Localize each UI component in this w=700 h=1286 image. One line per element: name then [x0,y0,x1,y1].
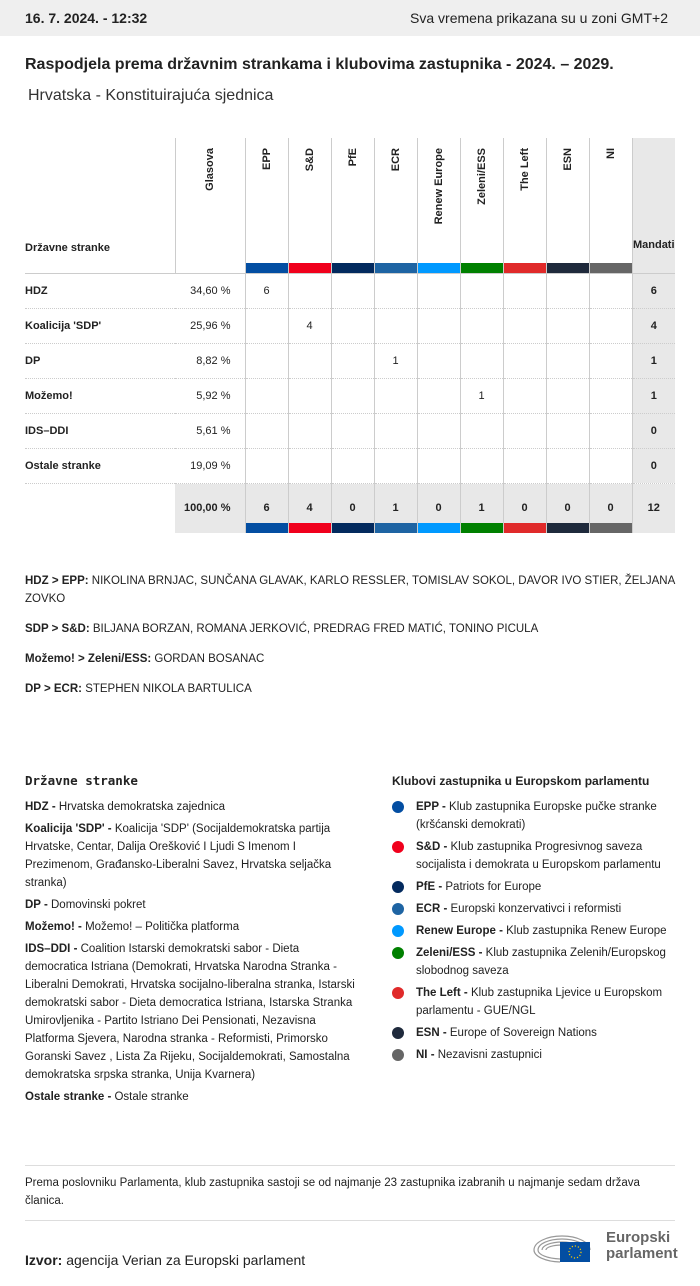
seat-cell [546,343,589,378]
color-dot-icon [392,841,404,853]
seat-cell [546,273,589,308]
header-group-0: EPP [245,138,288,273]
seat-cell [288,273,331,308]
date-time: 16. 7. 2024. - 12:32 [25,10,148,26]
rules-note: Prema poslovniku Parlamenta, klub zastupnika sastoji se od najmanje 23 zastupnika izabranih u najmanje sedam država članica. [25,1165,675,1221]
legend-national-parties [25,772,355,1110]
seat-cell [503,308,546,343]
party-name: IDS–DDI [25,413,175,448]
party-name: Ostale stranke [25,448,175,483]
total-label [25,483,175,533]
color-dot-icon [392,1049,404,1061]
seat-cell [374,448,417,483]
seat-cell [288,343,331,378]
ep-logo: Europski parlament [530,1228,678,1264]
party-name: Možemo! [25,378,175,413]
seat-cell [417,448,460,483]
group-color-bar [504,263,546,273]
group-color-bar [332,523,374,533]
member-list [25,572,675,710]
source: Izvor: agencija Verian za Europski parlament [25,1252,306,1268]
member-entry: DP > ECR: STEPHEN NIKOLA BARTULICA [25,683,252,695]
legend-group-item: EPP - Klub zastupnika Europske pučke stranke (kršćanski demokrati) [392,798,682,834]
group-color-bar [418,523,460,533]
seat-cell [417,343,460,378]
header-party: Državne stranke [25,138,175,273]
seat-cell: 1 [374,343,417,378]
seat-cell [589,413,632,448]
total-seat-cell: 0 [546,483,589,533]
table-row [25,413,675,448]
seat-cell [589,448,632,483]
member-entry: HDZ > EPP: NIKOLINA BRNJAC, SUNČANA GLAVAK, KARLO RESSLER, TOMISLAV SOKOL, DAVOR IVO STIER, ŽELJANA ZOVKO [25,575,675,605]
header-group-6: The Left [503,138,546,273]
legend-political-groups [392,772,682,1068]
party-name: HDZ [25,273,175,308]
seat-cell [374,378,417,413]
seat-total: 4 [632,308,675,343]
total-seat-cell: 1 [460,483,503,533]
color-dot-icon [392,987,404,999]
seat-cell [245,448,288,483]
seat-cell [331,378,374,413]
legend-group-item: The Left - Klub zastupnika Ljevice u Europskom parlamentu - GUE/NGL [392,984,682,1020]
vote-share: 5,61 % [175,413,245,448]
seat-cell [417,378,460,413]
party-name: Koalicija 'SDP' [25,308,175,343]
group-color-bar [375,263,417,273]
seat-cell [331,343,374,378]
group-color-bar [504,523,546,533]
legend-party-item: Možemo! - Možemo! – Politička platforma [25,921,240,933]
total-seat-cell: 0 [331,483,374,533]
member-entry: Možemo! > Zeleni/ESS: GORDAN BOSANAC [25,653,265,665]
group-color-bar [332,263,374,273]
legend-party-item: IDS–DDI - Coalition Istarski demokratski sabor - Dieta democratica Istriana (Demokrati, Hrvatska Narodna Stranka - Liberalni Demokrati, Hrvatska socijalno-liberalna stranka, Istarski demokratski sabor - Dieta democratica Istriana, Istarska Stranka Umirovljenika - Partito Istriano Dei Pensionati, Nezavisna Platforma Sjevera, Narodna stranka - Reformisti, Primorsko Goranski Savez , Lista Za Rijeku, Socijaldemokrati, Samostalna demokratska srpska stranka, Unija Kvarnera) [25,943,355,1081]
color-dot-icon [392,881,404,893]
seat-cell: 4 [288,308,331,343]
seat-cell: 6 [245,273,288,308]
header-group-1: S&D [288,138,331,273]
header-group-8: NI [589,138,632,273]
legend-party-item: DP - Domovinski pokret [25,899,146,911]
seat-cell [288,378,331,413]
group-color-bar [375,523,417,533]
legend-party-item: HDZ - Hrvatska demokratska zajednica [25,801,226,813]
header-seats: Mandati [632,138,675,273]
group-color-bar [547,523,589,533]
seat-total: 1 [632,378,675,413]
group-color-bar [289,523,331,533]
group-color-bar [547,263,589,273]
group-color-bar [590,263,632,273]
legend-group-item: Zeleni/ESS - Klub zastupnika Zelenih/Europskog slobodnog saveza [392,944,682,980]
total-seat-cell: 4 [288,483,331,533]
seat-cell [245,378,288,413]
member-entry: SDP > S&D: BILJANA BORZAN, ROMANA JERKOVIĆ, PREDRAG FRED MATIĆ, TONINO PICULA [25,623,539,635]
seat-total: 0 [632,413,675,448]
top-bar [0,0,700,36]
vote-share: 8,82 % [175,343,245,378]
seat-cell [245,413,288,448]
color-dot-icon [392,925,404,937]
vote-share: 19,09 % [175,448,245,483]
seat-cell [546,308,589,343]
total-seat-cell: 6 [245,483,288,533]
seat-cell [374,308,417,343]
seat-cell [331,273,374,308]
vote-share: 34,60 % [175,273,245,308]
header-votes: Glasova [175,138,245,273]
legend-group-item: PfE - Patriots for Europe [392,878,682,896]
page-subtitle: Hrvatska - Konstituirajuća sjednica [28,87,274,104]
party-name: DP [25,343,175,378]
seat-cell [460,308,503,343]
seat-cell [331,308,374,343]
table-row [25,448,675,483]
total-row [25,483,675,533]
hemicycle-eu-flag-icon [530,1228,594,1264]
seat-cell [460,273,503,308]
seat-cell [589,308,632,343]
table-row [25,343,675,378]
legend-party-item: Koalicija 'SDP' - Koalicija 'SDP' (Socijaldemokratska partija Hrvatske, Centar, Dalija Orešković I Ljudi S Imenom I Prezimenom, Građansko-Liberalni Savez, Hrvatska seljačka stranka) [25,823,332,889]
seat-cell [503,343,546,378]
table-row [25,378,675,413]
seat-cell [374,273,417,308]
vote-share: 5,92 % [175,378,245,413]
legend-party-item: Ostale stranke - Ostale stranke [25,1091,189,1103]
seat-cell [546,413,589,448]
vote-share: 25,96 % [175,308,245,343]
seat-cell [460,448,503,483]
header-group-4: Renew Europe [417,138,460,273]
header-group-3: ECR [374,138,417,273]
color-dot-icon [392,947,404,959]
legend-group-item: NI - Nezavisni zastupnici [392,1046,682,1064]
seat-total: 6 [632,273,675,308]
total-votes: 100,00 % [175,483,245,533]
seat-total: 1 [632,343,675,378]
seat-cell [245,308,288,343]
seat-cell [288,448,331,483]
seat-cell [546,378,589,413]
legend-groups-title: Klubovi zastupnika u Europskom parlamentu [392,774,650,788]
seat-cell [331,413,374,448]
group-color-bar [461,523,503,533]
group-color-bar [289,263,331,273]
header-group-2: PfE [331,138,374,273]
group-color-bar [246,523,288,533]
table-row [25,308,675,343]
seat-cell [288,413,331,448]
group-color-bar [246,263,288,273]
color-dot-icon [392,1027,404,1039]
seat-cell [331,448,374,483]
color-dot-icon [392,903,404,915]
seat-cell [503,273,546,308]
group-color-bar [418,263,460,273]
header-group-7: ESN [546,138,589,273]
seat-cell [245,343,288,378]
total-seats: 12 [632,483,675,533]
color-dot-icon [392,801,404,813]
group-color-bar [590,523,632,533]
seat-cell [589,343,632,378]
seat-cell [503,378,546,413]
total-seat-cell: 0 [503,483,546,533]
seat-cell [374,413,417,448]
timezone-note: Sva vremena prikazana su u zoni GMT+2 [410,10,668,26]
seat-cell [417,273,460,308]
table-row [25,273,675,308]
legend-group-item: Renew Europe - Klub zastupnika Renew Europe [392,922,682,940]
seat-cell [503,448,546,483]
seat-cell [546,448,589,483]
seat-cell [417,308,460,343]
seat-distribution-table [25,138,675,533]
legend-group-item: S&D - Klub zastupnika Progresivnog saveza socijalista i demokrata u Europskom parlamentu [392,838,682,874]
seat-cell [503,413,546,448]
seat-cell [589,378,632,413]
total-seat-cell: 0 [589,483,632,533]
legend-parties-title: Državne stranke [25,773,138,788]
seat-total: 0 [632,448,675,483]
seat-cell [460,343,503,378]
seat-cell: 1 [460,378,503,413]
seat-cell [417,413,460,448]
group-color-bar [461,263,503,273]
seat-cell [589,273,632,308]
legend-group-item: ESN - Europe of Sovereign Nations [392,1024,682,1042]
total-seat-cell: 0 [417,483,460,533]
header-group-5: Zeleni/ESS [460,138,503,273]
legend-group-item: ECR - Europski konzervativci i reformisti [392,900,682,918]
page-title: Raspodjela prema državnim strankama i klubovima zastupnika - 2024. – 2029. [25,56,614,73]
total-seat-cell: 1 [374,483,417,533]
seat-cell [460,413,503,448]
